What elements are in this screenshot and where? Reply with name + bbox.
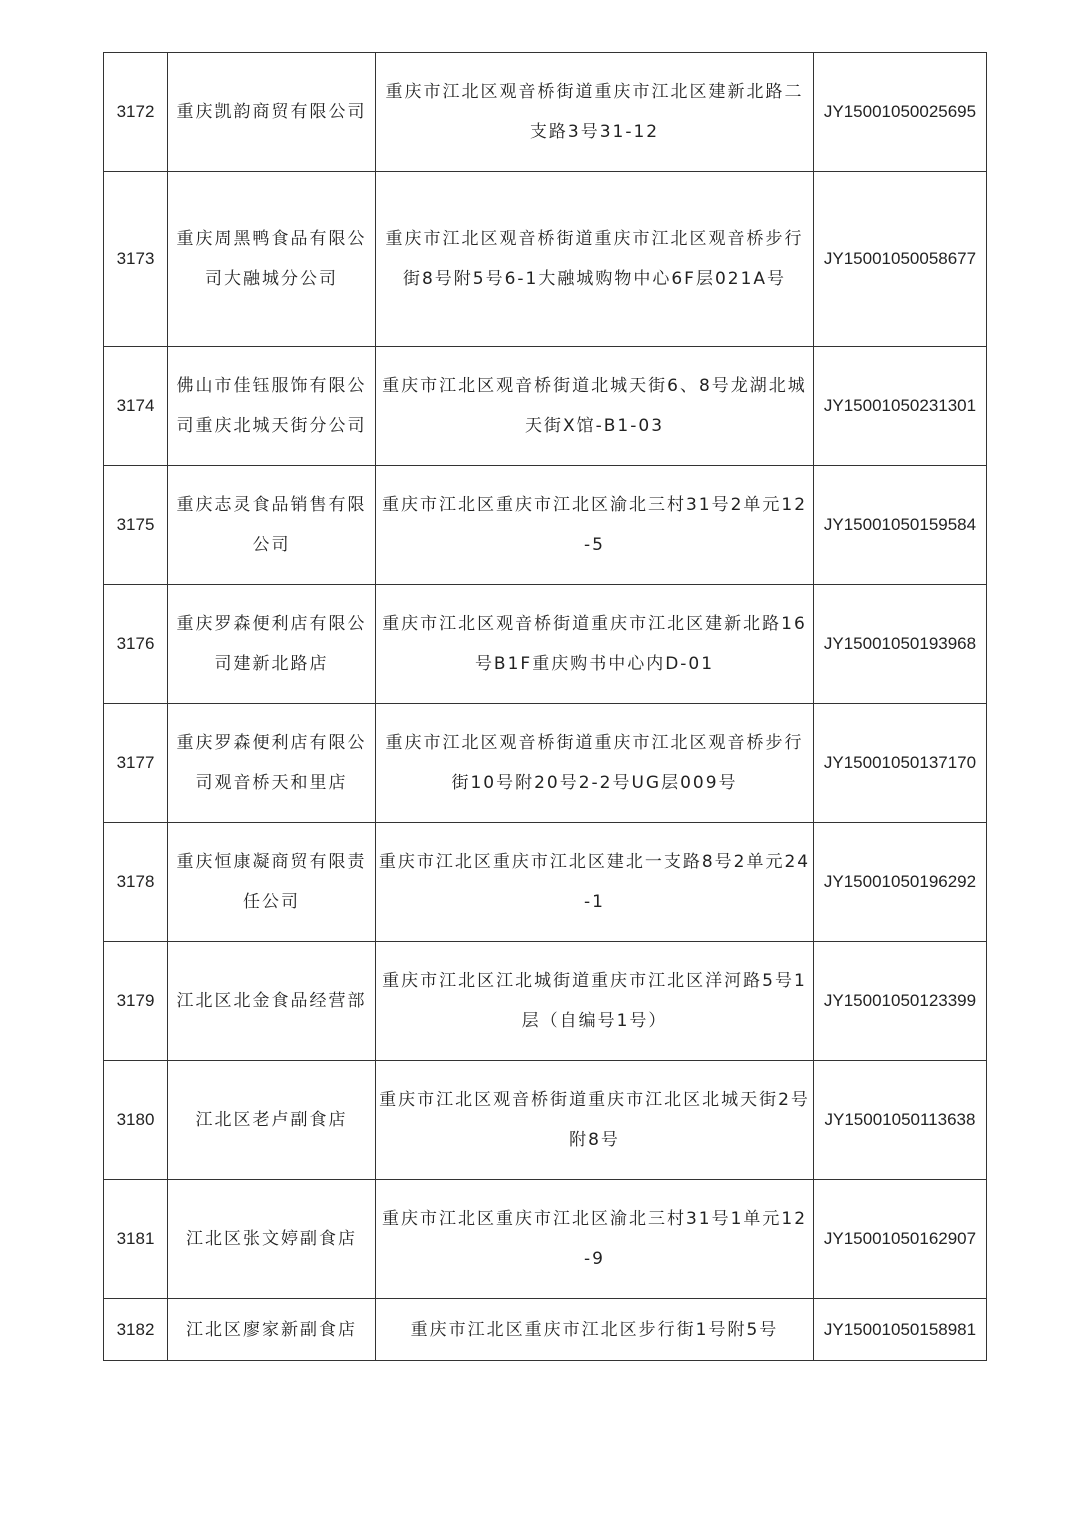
table-row [104, 942, 987, 1061]
business-address: 重庆市江北区重庆市江北区步行街1号附5号 [376, 1299, 814, 1361]
business-address: 重庆市江北区观音桥街道重庆市江北区建新北路二支路3号31-12 [376, 53, 814, 172]
table-row [104, 585, 987, 704]
business-name: 江北区廖家新副食店 [168, 1299, 376, 1361]
business-name: 江北区张文婷副食店 [168, 1180, 376, 1299]
business-address: 重庆市江北区观音桥街道重庆市江北区建新北路16号B1F重庆购书中心内D-01 [376, 585, 814, 704]
business-name: 重庆罗森便利店有限公司观音桥天和里店 [168, 704, 376, 823]
license-number: JY15001050159584 [814, 466, 987, 585]
license-number: JY15001050231301 [814, 347, 987, 466]
table-row [104, 172, 987, 347]
table-row [104, 823, 987, 942]
table-row [104, 53, 987, 172]
row-number: 3181 [104, 1180, 168, 1299]
row-number: 3176 [104, 585, 168, 704]
table-row [104, 466, 987, 585]
business-address: 重庆市江北区观音桥街道重庆市江北区观音桥步行街8号附5号6-1大融城购物中心6F层021A号 [376, 172, 814, 347]
business-address: 重庆市江北区重庆市江北区建北一支路8号2单元24-1 [376, 823, 814, 942]
business-address: 重庆市江北区重庆市江北区渝北三村31号2单元12-5 [376, 466, 814, 585]
license-number: JY15001050162907 [814, 1180, 987, 1299]
business-name: 重庆恒康凝商贸有限责任公司 [168, 823, 376, 942]
row-number: 3178 [104, 823, 168, 942]
table-row [104, 1180, 987, 1299]
business-name: 重庆罗森便利店有限公司建新北路店 [168, 585, 376, 704]
license-number: JY15001050113638 [814, 1061, 987, 1180]
table-row [104, 1299, 987, 1361]
row-number: 3173 [104, 172, 168, 347]
business-address: 重庆市江北区观音桥街道重庆市江北区北城天街2号附8号 [376, 1061, 814, 1180]
license-number: JY15001050137170 [814, 704, 987, 823]
row-number: 3179 [104, 942, 168, 1061]
table-row [104, 704, 987, 823]
table-row [104, 347, 987, 466]
row-number: 3175 [104, 466, 168, 585]
license-number: JY15001050196292 [814, 823, 987, 942]
license-number: JY15001050193968 [814, 585, 987, 704]
license-number: JY15001050123399 [814, 942, 987, 1061]
business-name: 重庆周黑鸭食品有限公司大融城分公司 [168, 172, 376, 347]
business-name: 江北区北金食品经营部 [168, 942, 376, 1061]
row-number: 3180 [104, 1061, 168, 1180]
license-table [103, 52, 987, 1361]
row-number: 3177 [104, 704, 168, 823]
business-address: 重庆市江北区重庆市江北区渝北三村31号1单元12-9 [376, 1180, 814, 1299]
business-address: 重庆市江北区观音桥街道北城天街6、8号龙湖北城天街X馆-B1-03 [376, 347, 814, 466]
table-row [104, 1061, 987, 1180]
business-address: 重庆市江北区江北城街道重庆市江北区洋河路5号1层（自编号1号） [376, 942, 814, 1061]
row-number: 3174 [104, 347, 168, 466]
business-name: 佛山市佳钰服饰有限公司重庆北城天街分公司 [168, 347, 376, 466]
business-name: 重庆志灵食品销售有限公司 [168, 466, 376, 585]
license-number: JY15001050058677 [814, 172, 987, 347]
row-number: 3172 [104, 53, 168, 172]
license-number: JY15001050158981 [814, 1299, 987, 1361]
license-number: JY15001050025695 [814, 53, 987, 172]
business-name: 江北区老卢副食店 [168, 1061, 376, 1180]
row-number: 3182 [104, 1299, 168, 1361]
business-address: 重庆市江北区观音桥街道重庆市江北区观音桥步行街10号附20号2-2号UG层009号 [376, 704, 814, 823]
business-name: 重庆凯韵商贸有限公司 [168, 53, 376, 172]
